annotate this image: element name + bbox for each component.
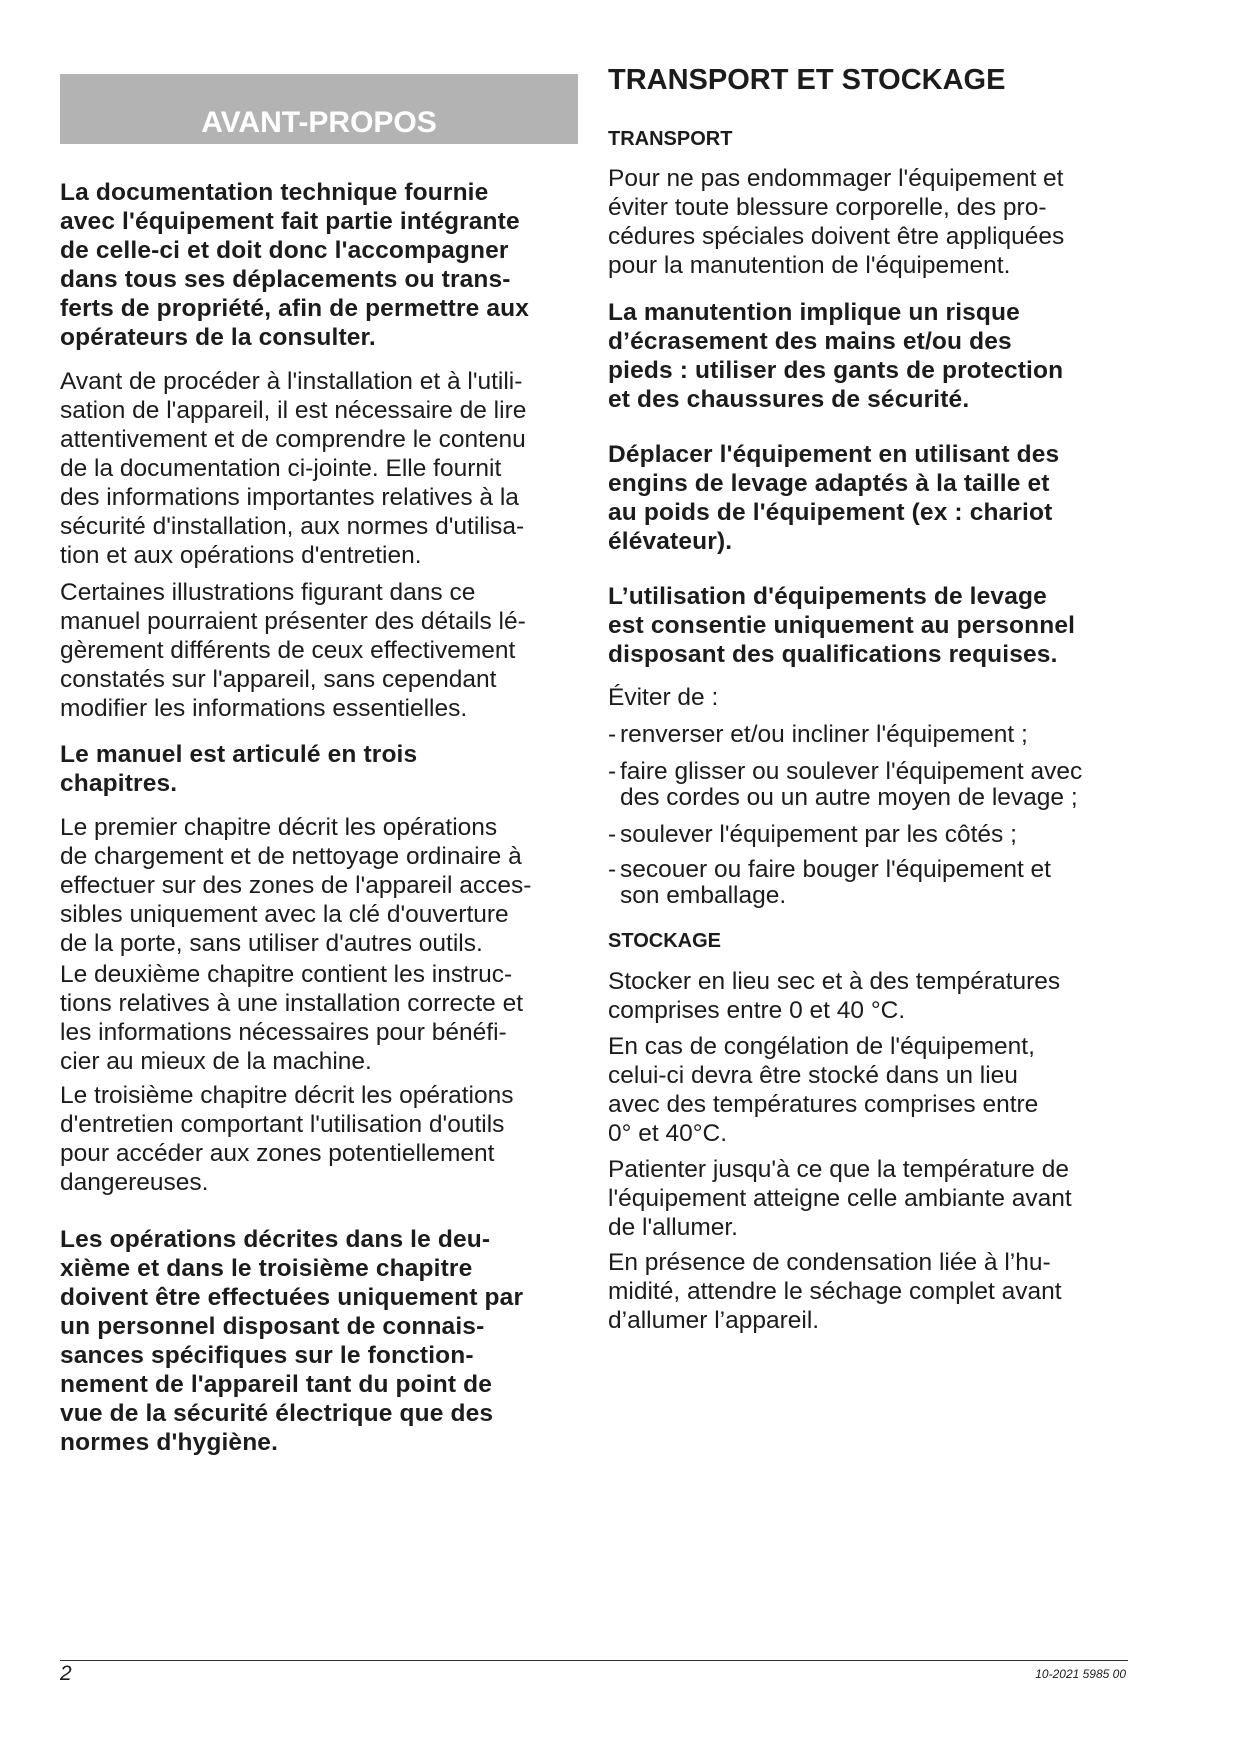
text-line: Patienter jusqu'à ce que la température de <box>608 1156 1069 1183</box>
text-line: opérateurs de la consulter. <box>60 324 376 351</box>
paragraph-first-chapter <box>60 813 580 958</box>
paragraph-storage-conditions <box>608 967 1128 1025</box>
text-line: de la documentation ci-jointe. Elle fournit <box>60 455 502 482</box>
list-dash: - <box>608 721 617 748</box>
text-line: des informations importantes relatives à la <box>60 484 519 511</box>
section-banner-avant-propos <box>60 74 578 144</box>
text-line: de chargement et de nettoyage ordinaire à <box>60 843 522 870</box>
text-line: vue de la sécurité électrique que des <box>60 1400 494 1427</box>
text-line: élévateur). <box>608 528 733 555</box>
text-line: l'équipement atteigne celle ambiante avant <box>608 1185 1072 1212</box>
text-line: ferts de propriété, afin de permettre aux <box>60 295 530 322</box>
text-line: secouer ou faire bouger l'équipement et <box>620 856 1051 883</box>
text-line: Le troisième chapitre décrit les opérations <box>60 1082 514 1109</box>
avoid-intro: Éviter de : <box>608 684 719 711</box>
bold-warning-crushing <box>608 298 1128 414</box>
text-line: pour la manutention de l'équipement. <box>608 252 1011 279</box>
text-line: cier au mieux de la machine. <box>60 1048 372 1075</box>
intro-bold-paragraph <box>60 178 580 352</box>
text-line: avec l'équipement fait partie intégrante <box>60 208 520 235</box>
text-line: des cordes ou un autre moyen de levage ; <box>620 784 1078 811</box>
text-line: cédures spéciales doivent être appliquées <box>608 223 1065 250</box>
text-line: sation de l'appareil, il est nécessaire de lire <box>60 397 527 424</box>
paragraph-wait-temperature <box>608 1155 1128 1242</box>
text-line: sécurité d'installation, aux normes d'utilisa- <box>60 513 525 540</box>
text-line: dans tous ses déplacements ou trans- <box>60 266 511 293</box>
text-line: Le premier chapitre décrit les opérations <box>60 814 498 841</box>
list-item <box>608 822 1128 848</box>
paragraph-third-chapter <box>60 1081 580 1197</box>
text-line: un personnel disposant de connais- <box>60 1313 485 1340</box>
text-line: son emballage. <box>620 882 787 909</box>
list-item <box>608 857 1128 909</box>
page-number: 2 <box>60 1662 72 1685</box>
text-line: d’allumer l’appareil. <box>608 1307 820 1334</box>
list-dash: - <box>608 821 617 848</box>
text-line: attentivement et de comprendre le contenu <box>60 426 526 453</box>
text-line: La documentation technique fournie <box>60 179 489 206</box>
text-line: En cas de congélation de l'équipement, <box>608 1033 1035 1060</box>
text-line: de l'allumer. <box>608 1214 738 1241</box>
text-line: Le manuel est articulé en trois <box>60 741 418 768</box>
paragraph-freezing <box>608 1032 1128 1148</box>
banner-title: AVANT-PROPOS <box>201 106 437 139</box>
text-line: manuel pourraient présenter des détails lé- <box>60 608 526 635</box>
text-line: En présence de condensation liée à l’hu- <box>608 1249 1051 1276</box>
text-line: Les opérations décrites dans le deu- <box>60 1226 491 1253</box>
text-line: les informations nécessaires pour bénéfi- <box>60 1019 507 1046</box>
bold-lifting-equipment <box>608 440 1128 556</box>
list-dash: - <box>608 758 617 785</box>
text-line: éviter toute blessure corporelle, des pro- <box>608 194 1047 221</box>
text-line: pieds : utiliser des gants de protection <box>608 357 1064 384</box>
list-dash: - <box>608 856 617 883</box>
text-line: Certaines illustrations figurant dans ce <box>60 579 476 606</box>
document-reference: 10-2021 5985 00 <box>1035 1667 1126 1681</box>
text-line: L’utilisation d'équipements de levage <box>608 583 1047 610</box>
warning-bold-paragraph <box>60 1225 580 1457</box>
text-line: Le deuxième chapitre contient les instruc- <box>60 961 513 988</box>
bold-qualified-personnel <box>608 582 1128 669</box>
text-line: renverser et/ou incliner l'équipement ; <box>620 721 1028 748</box>
text-line: Pour ne pas endommager l'équipement et <box>608 165 1064 192</box>
text-line: celui-ci devra être stocké dans un lieu <box>608 1062 1018 1089</box>
list-item <box>608 722 1128 748</box>
text-line: gèrement différents de ceux effectivement <box>60 637 516 664</box>
paragraph-condensation <box>608 1248 1128 1335</box>
text-line: doivent être effectuées uniquement par <box>60 1284 524 1311</box>
text-line: soulever l'équipement par les côtés ; <box>620 821 1017 848</box>
text-line: sibles uniquement avec la clé d'ouverture <box>60 901 509 928</box>
text-line: xième et dans le troisième chapitre <box>60 1255 473 1282</box>
text-line: midité, attendre le séchage complet avant <box>608 1278 1062 1305</box>
paragraph-illustrations <box>60 578 580 723</box>
text-line: de celle-ci et doit donc l'accompagner <box>60 237 509 264</box>
text-line: nement de l'appareil tant du point de <box>60 1371 492 1398</box>
text-line: et des chaussures de sécurité. <box>608 386 970 413</box>
text-line: Avant de procéder à l'installation et à l'utili- <box>60 368 523 395</box>
list-item <box>608 759 1128 811</box>
section-title-transport-stockage: TRANSPORT ET STOCKAGE <box>608 64 1006 96</box>
subheading-transport: TRANSPORT <box>608 128 733 150</box>
text-line: sances spécifiques sur le fonction- <box>60 1342 474 1369</box>
text-line: d’écrasement des mains et/ou des <box>608 328 1012 355</box>
paragraph-installation <box>60 367 580 570</box>
text-line: constatés sur l'appareil, sans cependant <box>60 666 497 693</box>
subheading-stockage: STOCKAGE <box>608 930 721 952</box>
text-line: dangereuses. <box>60 1169 209 1196</box>
chapters-heading <box>60 740 580 798</box>
text-line: pour accéder aux zones potentiellement <box>60 1140 495 1167</box>
text-line: engins de levage adaptés à la taille et <box>608 470 1050 497</box>
text-line: La manutention implique un risque <box>608 299 1020 326</box>
paragraph-second-chapter <box>60 960 580 1076</box>
text-line: tions relatives à une installation correcte et <box>60 990 524 1017</box>
text-line: Stocker en lieu sec et à des températures <box>608 968 1061 995</box>
paragraph-transport <box>608 164 1128 280</box>
text-line: Déplacer l'équipement en utilisant des <box>608 441 1060 468</box>
text-line: tion et aux opérations d'entretien. <box>60 542 422 569</box>
text-line: effectuer sur des zones de l'appareil acces- <box>60 872 532 899</box>
text-line: modifier les informations essentielles. <box>60 695 468 722</box>
text-line: disposant des qualifications requises. <box>608 641 1058 668</box>
text-line: au poids de l'équipement (ex : chariot <box>608 499 1053 526</box>
text-line: de la porte, sans utiliser d'autres outils. <box>60 930 483 957</box>
text-line: est consentie uniquement au personnel <box>608 612 1076 639</box>
text-line: faire glisser ou soulever l'équipement avec <box>620 758 1083 785</box>
text-line: 0° et 40°C. <box>608 1120 728 1147</box>
footer-divider <box>60 1660 1128 1661</box>
text-line: normes d'hygiène. <box>60 1429 279 1456</box>
text-line: chapitres. <box>60 770 178 797</box>
text-line: d'entretien comportant l'utilisation d'outils <box>60 1111 505 1138</box>
text-line: comprises entre 0 et 40 °C. <box>608 997 906 1024</box>
text-line: avec des températures comprises entre <box>608 1091 1039 1118</box>
